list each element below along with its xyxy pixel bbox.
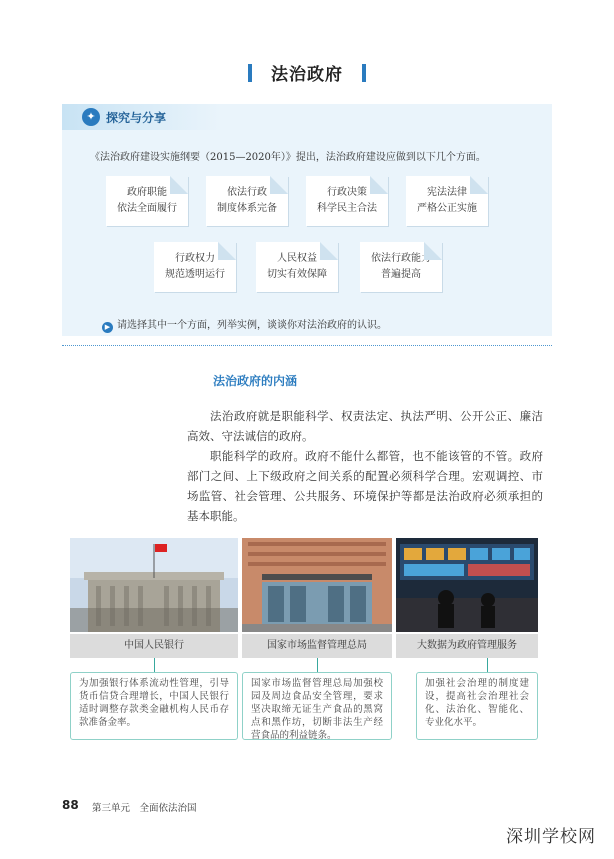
page-title-bar — [0, 60, 614, 85]
photo-market-regulation — [242, 538, 392, 632]
card-item — [406, 176, 488, 226]
card-line1: 依法行政 — [227, 187, 267, 198]
card-item — [206, 176, 288, 226]
fold-corner — [170, 176, 188, 194]
card-item — [154, 242, 236, 292]
caption: 中国人民银行 — [70, 634, 238, 658]
fold-corner — [424, 242, 442, 260]
inquiry-header — [62, 104, 222, 130]
card-line2: 依法全面履行 — [117, 203, 177, 214]
connector-line — [487, 658, 488, 673]
card-line1: 政府职能 — [127, 187, 167, 198]
title-right-bar — [362, 64, 366, 82]
inquiry-heading: 探究与分享 — [106, 111, 167, 125]
fold-corner — [470, 176, 488, 194]
play-icon: ▶ — [102, 322, 113, 333]
card-line2: 科学民主合法 — [317, 203, 377, 214]
caption: 国家市场监督管理总局 — [242, 634, 392, 658]
card-line1: 行政决策 — [327, 187, 367, 198]
card-item — [306, 176, 388, 226]
photo-description: 为加强银行体系流动性管理，引导货币信贷合理增长，中国人民银行适时调整存款类金融机构人民币存款准备金率。 — [70, 672, 238, 740]
photo-big-data — [396, 538, 538, 632]
section-title: 法治政府的内涵 — [213, 374, 298, 388]
fold-corner — [320, 242, 338, 260]
photo-description: 加强社会治理的制度建设，提高社会治理社会化、法治化、智能化、专业化水平。 — [416, 672, 538, 740]
card-item — [106, 176, 188, 226]
title-left-bar — [248, 64, 252, 82]
photo-description: 国家市场监督管理总局加强校园及周边食品安全管理，要求坚决取缔无证生产食品的黑窝点和黑作坊，切断非法生产经营食品的利益链条。 — [242, 672, 392, 740]
prompt-text: 请选择其中一个方面，列举实例，谈谈你对法治政府的认识。 — [117, 320, 387, 331]
inquiry-prompt — [102, 316, 387, 333]
puzzle-icon: ✦ — [82, 108, 100, 126]
section-divider — [62, 345, 552, 346]
paragraph: 职能科学的政府。政府不能什么都管，也不能该管的不管。政府部门之间、上下级政府之间关系的配置必须科学合理。宏观调控、市场监管、社会管理、公共服务、环境保护等都是法治政府必须承担的基本职能。 — [187, 449, 543, 523]
card-item — [256, 242, 338, 292]
card-line2: 普遍提高 — [381, 269, 421, 280]
page-number: 88 — [62, 798, 79, 812]
card-line2: 切实有效保障 — [267, 269, 327, 280]
photo-central-bank — [70, 538, 238, 632]
paragraph: 法治政府就是职能科学、权责法定、执法严明、公开公正、廉洁高效、守法诚信的政府。 — [187, 409, 543, 443]
fold-corner — [270, 176, 288, 194]
fold-corner — [218, 242, 236, 260]
connector-line — [317, 658, 318, 673]
card-line2: 规范透明运行 — [165, 269, 225, 280]
card-line2: 制度体系完备 — [217, 203, 277, 214]
card-line1: 人民权益 — [277, 253, 317, 264]
page-title: 法治政府 — [271, 65, 343, 85]
connector-line — [154, 658, 155, 673]
inquiry-box — [62, 104, 552, 336]
card-line1: 依法行政能力 — [371, 253, 431, 264]
fold-corner — [370, 176, 388, 194]
watermark: 深圳学校网 — [506, 827, 596, 847]
card-item — [360, 242, 442, 292]
card-line2: 严格公正实施 — [417, 203, 477, 214]
unit-label: 第三单元 全面依法治国 — [92, 803, 197, 814]
inquiry-intro: 《法治政府建设实施纲要（2015—2020年）》提出，法治政府建设应做到以下几个方面。 — [90, 152, 486, 163]
card-line1: 宪法法律 — [427, 187, 467, 198]
card-line1: 行政权力 — [175, 253, 215, 264]
caption: 大数据为政府管理服务 — [396, 634, 538, 658]
